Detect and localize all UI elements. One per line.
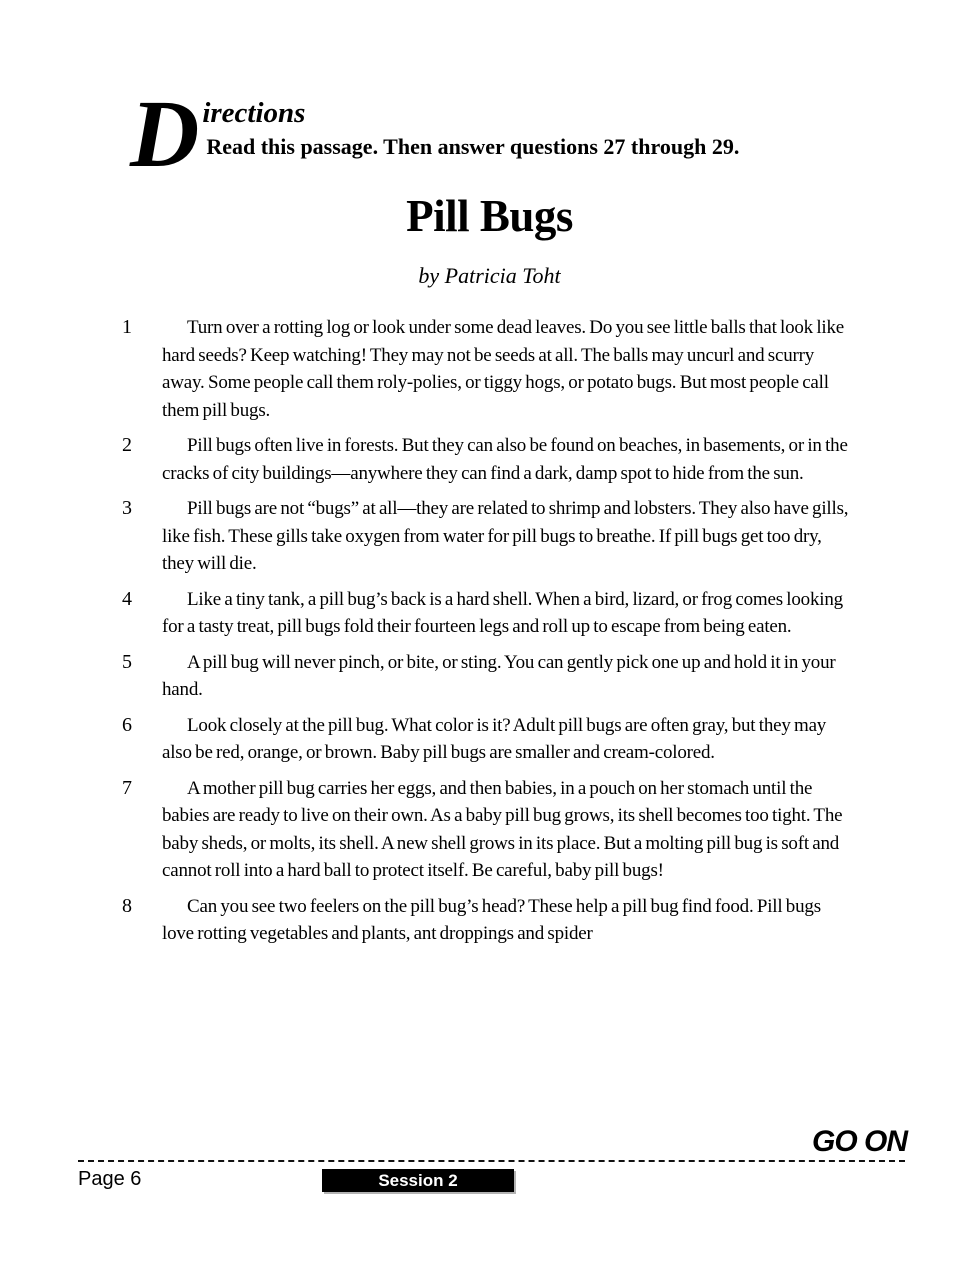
page-number-label: Page 6: [78, 1168, 142, 1190]
paragraph-number: 3: [122, 497, 132, 519]
paragraph-text: A mother pill bug carries her eggs, and then babies, in a pouch on her stomach until the babies are ready to live on their own. As a baby pill bug grows, its shell becomes too tight. The baby sheds, or molts, its shell. A new shell grows in its place. But a molting pill bug is soft and cannot roll into a hard ball to protect itself. Be careful, baby pill bugs!: [162, 777, 843, 881]
directions-word: irections: [202, 97, 306, 129]
paragraph-text: Pill bugs are not “bugs” at all—they are related to shrimp and lobsters. They also have gills, like fish. These gills take oxygen from water for pill bugs to breathe. If pill bugs get too dry, they will die.: [162, 498, 849, 574]
passage-title: Pill Bugs: [406, 191, 573, 241]
paragraph-text: Pill bugs often live in forests. But they can also be found on beaches, in basements, or in the cracks of city buildings—anywhere they can find a dark, damp spot to hide from the sun.: [162, 435, 848, 484]
paragraph-number: 5: [122, 650, 132, 673]
paragraph-number: 7: [122, 776, 132, 799]
paragraph-text: Look closely at the pill bug. What color is it? Adult pill bugs are often gray, but they may also be red, orange, or brown. Baby pill bugs are smaller and cream-colored.: [162, 714, 827, 763]
passage-body: [122, 314, 852, 956]
directions-header: [130, 80, 740, 187]
passage-paragraph: [122, 314, 852, 424]
paragraph-number: 8: [122, 894, 132, 917]
go-on-label: GO ON: [811, 1125, 907, 1158]
paragraph-number: 4: [122, 587, 132, 610]
passage-paragraph: [122, 893, 852, 948]
paragraph-text: Like a tiny tank, a pill bug’s back is a hard shell. When a bird, lizard, or frog comes looking for a tasty treat, pill bugs fold their fourteen legs and roll up to escape from being eaten.: [162, 588, 843, 637]
session-badge: Session 2: [322, 1169, 514, 1192]
paragraph-number: 1: [122, 316, 132, 338]
passage-paragraph: [122, 495, 852, 578]
paragraph-text: Turn over a rotting log or look under some dead leaves. Do you see little balls that look like hard seeds? Keep watching! They may not be seeds at all. The balls may uncurl and scurry away. Some people call them roly-polies, or tiggy hogs, or potato bugs. But most people call them pill bugs.: [162, 317, 845, 421]
paragraph-number: 6: [122, 713, 132, 736]
paragraph-number: 2: [122, 434, 132, 456]
directions-body: [202, 98, 739, 160]
paragraph-text: Can you see two feelers on the pill bug’s head? These help a pill bug find food. Pill bugs love rotting vegetables and plants, ant droppings and spider: [162, 895, 821, 944]
footer-divider: [78, 1160, 905, 1162]
passage-byline: by Patricia Toht: [418, 263, 561, 288]
directions-instruction: Read this passage. Then answer questions 27 through 29.: [206, 134, 740, 159]
passage-paragraph: [122, 712, 852, 767]
passage-paragraph: [122, 649, 852, 704]
passage-paragraph: [122, 432, 852, 487]
paragraph-text: A pill bug will never pinch, or bite, or sting. You can gently pick one up and hold it in your hand.: [162, 651, 836, 700]
passage-paragraph: [122, 586, 852, 641]
directions-dropcap: D: [130, 80, 198, 187]
passage-paragraph: [122, 775, 852, 885]
